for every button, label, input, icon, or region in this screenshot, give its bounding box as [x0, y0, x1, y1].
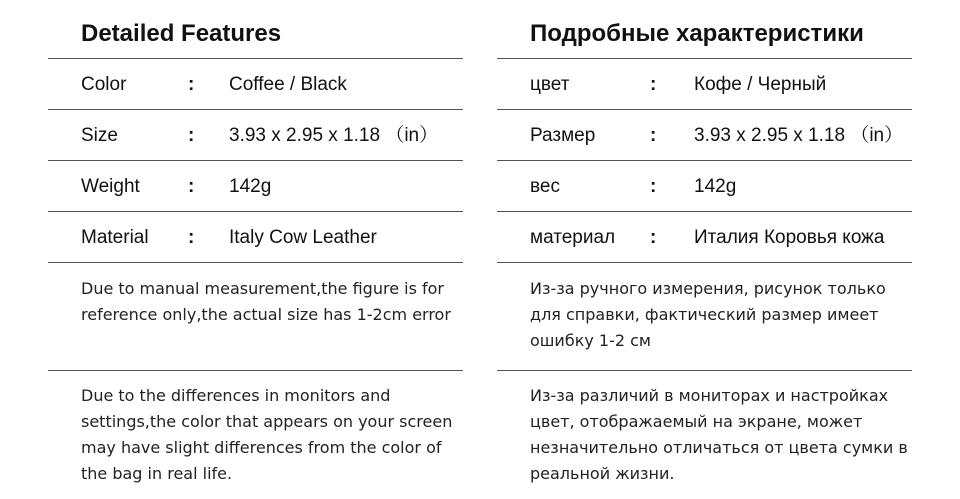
- spec-label: Color: [81, 74, 127, 95]
- spec-value: Italy Cow Leather: [229, 227, 377, 248]
- english-title: Detailed Features: [48, 0, 463, 59]
- color-note: Due to the differences in monitors and settings,the color that appears on your screen may have slight differences from the color of the bag in real life.: [81, 386, 453, 483]
- spec-colon: :: [650, 74, 657, 95]
- spec-row-weight: [48, 161, 463, 212]
- spec-value: 142g: [694, 176, 737, 197]
- spec-colon: :: [650, 125, 657, 146]
- spec-label: материал: [530, 227, 616, 248]
- spec-row-color: [497, 59, 912, 110]
- spec-value: 3.93 x 2.95 x 1.18 （in）: [229, 125, 439, 146]
- spec-colon: :: [650, 176, 657, 197]
- spec-value: 3.93 x 2.95 x 1.18 （in）: [694, 125, 904, 146]
- spec-row-weight: [497, 161, 912, 212]
- spec-label: вес: [530, 176, 560, 197]
- spec-colon: :: [188, 74, 195, 95]
- spec-value: Италия Коровья кожа: [694, 227, 885, 248]
- spec-value: 142g: [229, 176, 272, 197]
- spec-row-material: [48, 212, 463, 263]
- spec-row-color: [48, 59, 463, 110]
- spec-label: Размер: [530, 125, 596, 146]
- spec-colon: :: [188, 125, 195, 146]
- spec-label: Size: [81, 125, 118, 146]
- color-note: Из-за различий в мониторах и настройках цвет, отображаемый на экране, может незначительно отличаться от цвета сумки в реальной жизни.: [530, 386, 908, 483]
- spec-label: Material: [81, 227, 149, 248]
- spec-value: Coffee / Black: [229, 74, 347, 95]
- spec-row-size: [497, 110, 912, 161]
- russian-features-panel: [497, 0, 912, 496]
- measurement-note: Из-за ручного измерения, рисунок только для справки, фактический размер имеет ошибку 1-2 см: [497, 263, 912, 371]
- spec-value: Кофе / Черный: [694, 74, 827, 95]
- spec-colon: :: [650, 227, 657, 248]
- spec-colon: :: [188, 227, 195, 248]
- spec-row-size: [48, 110, 463, 161]
- russian-title: Подробные характеристики: [497, 0, 912, 59]
- spec-label: цвет: [530, 74, 570, 95]
- spec-row-material: [497, 212, 912, 263]
- english-features-panel: [48, 0, 463, 496]
- spec-colon: :: [188, 176, 195, 197]
- spec-label: Weight: [81, 176, 140, 197]
- measurement-note: Due to manual measurement,the figure is for reference only,the actual size has 1-2cm error: [48, 263, 463, 371]
